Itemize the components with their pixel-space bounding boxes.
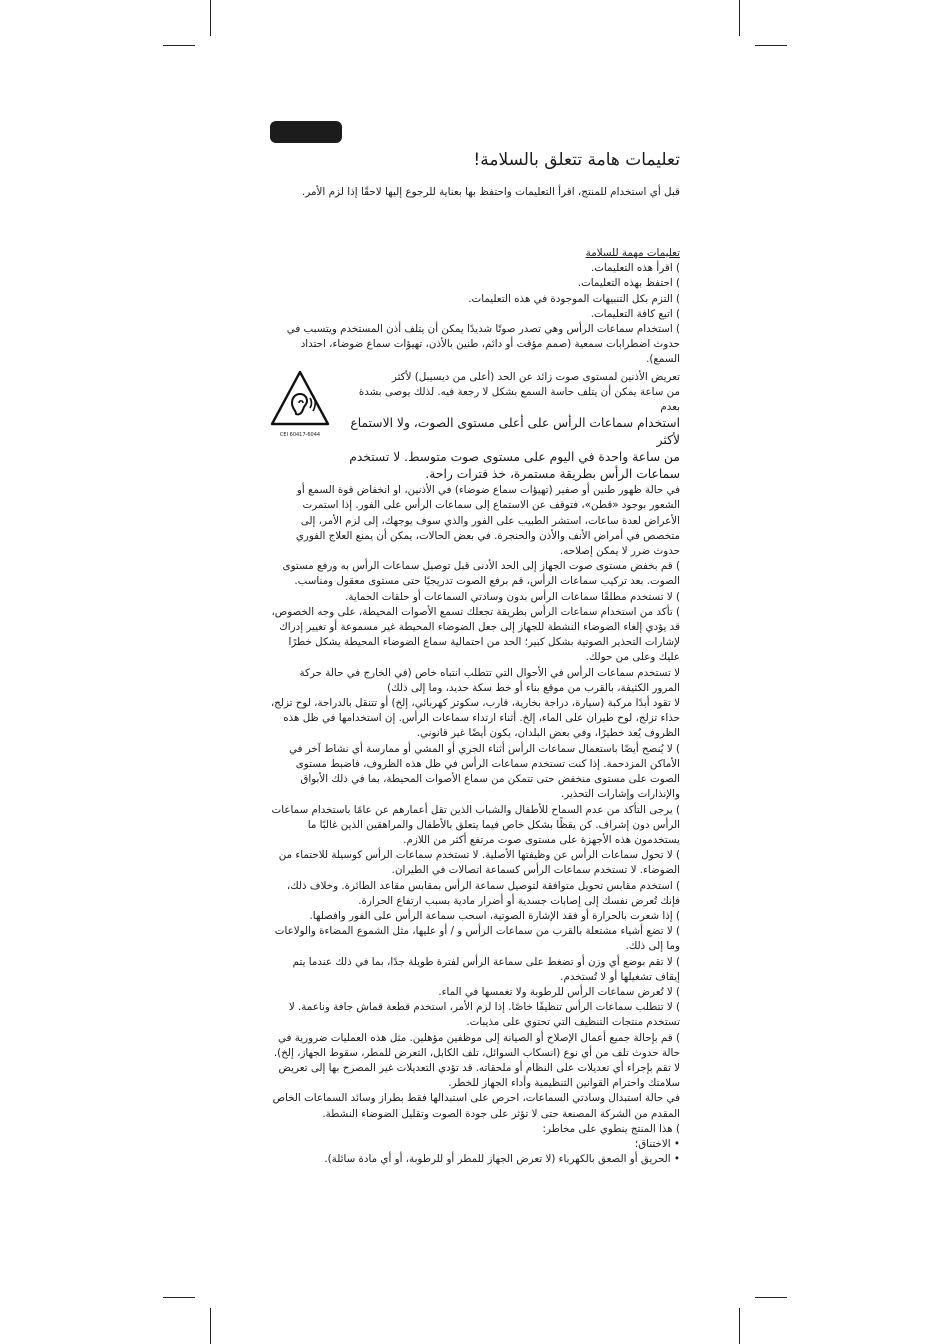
- instruction-item: لا تقود أبدًا مركبة (سيارة، دراجة بخارية، قارب، سكوتر كهربائي، إلخ) أو تتنقل بالدراجة، لوح تزلج، حذاء تزلج، لوح طيران على الماء، إلخ. أثناء ارتداء سماعات الرأس. إن استخدامها في ظل هذه الظروف يُعد خطيرًا، وفي بعض البلدان، يكون أيضًا غير قانوني.: [270, 697, 680, 740]
- hearing-warning: [270, 370, 680, 467]
- safety-instructions: [270, 246, 680, 1167]
- instruction-item: ) التزم بكل التنبيهات الموجودة في هذه التعليمات.: [468, 292, 680, 305]
- instruction-item: ) استخدم مقابس تحويل متوافقة لتوصيل سماعة الرأس بمقابس مقاعد الطائرة. وخلاف ذلك، فإنك تُعرض نفسك إلى إصابات جسدية أو أضرار مادية بسبب ارتفاع الحرارة.: [286, 879, 680, 907]
- symbol-reference-label: CEI 60417-6044: [279, 431, 321, 438]
- instruction-item: لا تقم بإجراء أي تعديلات على النظام أو ملحقاته. قد تؤدي التعديلات غير المصرح بها إلى تعريض سلامتك واحترام القوانين التنظيمية وأداء الجهاز للخطر.: [278, 1061, 680, 1090]
- instruction-item: في حالة ظهور طنين أو صفير (تهيؤات سماع ضوضاء) في الأذنين، او انخفاض قوة السمع أو الشعور بوجود «قطن»، فتوقف عن الاستماع إلى سماعات الرأس على الفور. إذا استمرت الأعراض لعدة ساعات، استشر الطبيب على الفور والذي سوف يوجهك، إلى لزم الأمر، إلى متخصص في أمراض الأنف والأذن والحنجرة. في بعض الحالات، يمكن أن يمنع العلاج الفوري حدوث ضرر لا يمكن إصلاحه.: [295, 484, 680, 558]
- warning-line: من ساعة يمكن أن يتلف حاسة السمع بشكل لا رجعة فيه. لذلك يوصى بشدة بعدم: [358, 385, 680, 414]
- instruction-item: ) لا تضع أشياء مشتعلة بالقرب من سماعات الرأس و / أو عليها، مثل الشموع المضاءة والولاعات وما إلى ذلك.: [274, 925, 680, 953]
- warning-line: من ساعة واحدة في اليوم على مستوى صوت متوسط. لا تستخدم: [349, 450, 680, 465]
- crop-mark-bottom-left: [210, 1308, 211, 1344]
- instruction-item: ) لا تستخدم مطلقًا سماعات الرأس بدون وسادتي السماعات أو حلقات الحماية.: [345, 590, 680, 603]
- warning-line: استخدام سماعات الرأس على أعلى مستوى الصوت، ولا الاستماع لأكثر: [350, 416, 680, 448]
- warning-line: تعريض الأذنين لمستوى صوت زائد عن الحد (أعلى من ديسيبل) لأكثر: [391, 370, 680, 383]
- intro-paragraph: قبل أي استخدام للمنتج، اقرأ التعليمات واحتفظ بها بعناية للرجوع إليها لاحقًا إذا لزم الأمر.: [301, 186, 680, 198]
- instruction-item: ) تأكد من استخدام سماعات الرأس بطريقة تجعلك تسمع الأصوات المحيطة، على وجه الخصوص، قد يؤدي إلغاء الضوضاء النشطة للجهاز إلى جعل الضوضاء المحيطة غير مسموعة أو تغيير إدراك لإشارات التحذير الصوتية بشكل كبير؛ الحد من احتمالية سماع الضوضاء المحيطة يشكل خطرًا عليك وعلى من حولك.: [271, 605, 680, 664]
- section-heading: تعليمات مهمة للسلامة: [585, 247, 680, 259]
- instruction-item: ) لا تحول سماعات الرأس عن وظيفتها الأصلية. لا تستخدم سماعات الرأس كوسيلة للاحتماء من الضوضاء. لا تستخدم سماعات الرأس كسماعة اتصالات في الطيران.: [278, 849, 680, 877]
- crop-mark-bottom-right-h: [755, 1297, 787, 1298]
- crop-mark-top-right: [739, 0, 740, 36]
- instruction-item: ) لا تقم بوضع أي وزن أو تضغط على سماعة الرأس لفترة طويلة جدًا، بما في ذلك عندما يتم إيقاف تشغيلها أو لا تُستخدم.: [292, 955, 680, 983]
- risk-bullet: • الاختناق؛: [270, 1137, 680, 1152]
- instruction-item: ) استخدام سماعات الرأس وهي تصدر صوتًا شديدًا يمكن أن يتلف أذن المستخدم ويتسبب في حدوث اضطرابات سمعية (صمم مؤقت أو دائم، طنين بالأذن، تهيؤات سماع ضوضاء، احتداد السمع).: [286, 323, 680, 366]
- risk-bullet: • الحريق أو الصعق بالكهرباء (لا تعرض الجهاز للمطر أو للرطوبة، أو أي مادة سائلة).: [270, 1152, 680, 1167]
- instruction-item: ) إذا شعرت بالحرارة أو فقد الإشارة الصوتية، اسحب سماعة الرأس على الفور وافصلها.: [309, 909, 680, 922]
- crop-mark-bottom-right: [739, 1308, 740, 1344]
- instruction-item: ) لا يُنصح أيضًا باستعمال سماعات الرأس أثناء الجري أو المشي أو ممارسة أي نشاط آخر في الأماكن المزدحمة. إذا كنت تستخدم سماعات الرأس في ظل هذه الظروف، فاضبط مستوى الصوت على مستوى منخفض حتى تتمكن من سماع الأصوات المحيطة، بما في ذلك الأبواق والإنذارات وإشارات التحذير.: [288, 742, 680, 801]
- instruction-item: ) لا تُعرض سماعات الرأس للرطوبة ولا تغمسها في الماء.: [438, 985, 680, 998]
- instruction-item: ) قم بخفض مستوى صوت الجهاز إلى الحد الأدنى قبل توصيل سماعات الرأس به ورفع مستوى الصوت. بعد تركيب سماعات الرأس، قم برفع الصوت تدريجيًا حتى مستوى معقول ومناسب.: [282, 560, 680, 588]
- instruction-item: ) هذا المنتج ينطوي على مخاطر:: [542, 1122, 680, 1135]
- instruction-item: ) لا تتطلب سماعات الرأس تنظيفًا خاصًا. إذا لزم الأمر، استخدم قطعة قماش جافة وناعمة. لا تستخدم منتجات التنظيف التي تحتوي على مذيبات.: [288, 1001, 680, 1029]
- crop-mark-top-left-h: [163, 45, 195, 46]
- page-title: تعليمات هامة تتعلق بالسلامة!: [473, 150, 680, 170]
- crop-mark-bottom-left-h: [163, 1297, 195, 1298]
- crop-mark-top-right-h: [755, 45, 787, 46]
- instruction-item: لا تستخدم سماعات الرأس في الأحوال التي تتطلب انتباه خاص (في الخارج في حالة حركة المرور الكثيفة، بالقرب من موقع بناء أو خط سكة حديد، وما إلى ذلك): [299, 666, 680, 694]
- instruction-item: ) اتبع كافة التعليمات.: [590, 307, 680, 320]
- warning-line: سماعات الرأس بطريقة مستمرة، خذ فترات راحة.: [425, 467, 680, 482]
- instruction-item: في حالة استبدال وسادتي السماعات، احرص على استبدالها فقط بطراز وسائد السماعات الخاص المقدم من الشركة المصنعة حتى لا تؤثر على جودة الصوت وتقليل الضوضاء النشطة.: [272, 1092, 680, 1120]
- language-tab-badge: [270, 121, 342, 143]
- instruction-item: ) احتفظ بهذه التعليمات.: [577, 277, 680, 290]
- crop-mark-top-left: [210, 0, 211, 36]
- instruction-item: ) اقرأ هذه التعليمات.: [590, 262, 680, 275]
- instruction-item: ) قم بإحالة جميع أعمال الإصلاح أو الصيانة إلى موظفين مؤهلين. مثل هذه العمليات ضرورية في حالة حدوث تلف من أي نوع (انسكاب السوائل، تلف الكابل، التعرض للمطر، سقوط الجهاز، إلخ).: [273, 1031, 680, 1059]
- hearing-warning-icon: [270, 370, 330, 442]
- instruction-item: ) يرجى التأكد من عدم السماح للأطفال والشباب الذين تقل أعمارهم عن عامًا باستخدام سماعات الرأس دون إشراف. كن يقظًا بشكل خاص فيما يتعلق بالأطفال والمراهقين الذين غالبًا ما يستخدمون هذه الأجهزة على مستوى صوت مرتفع أكثر من اللازم.: [271, 803, 680, 846]
